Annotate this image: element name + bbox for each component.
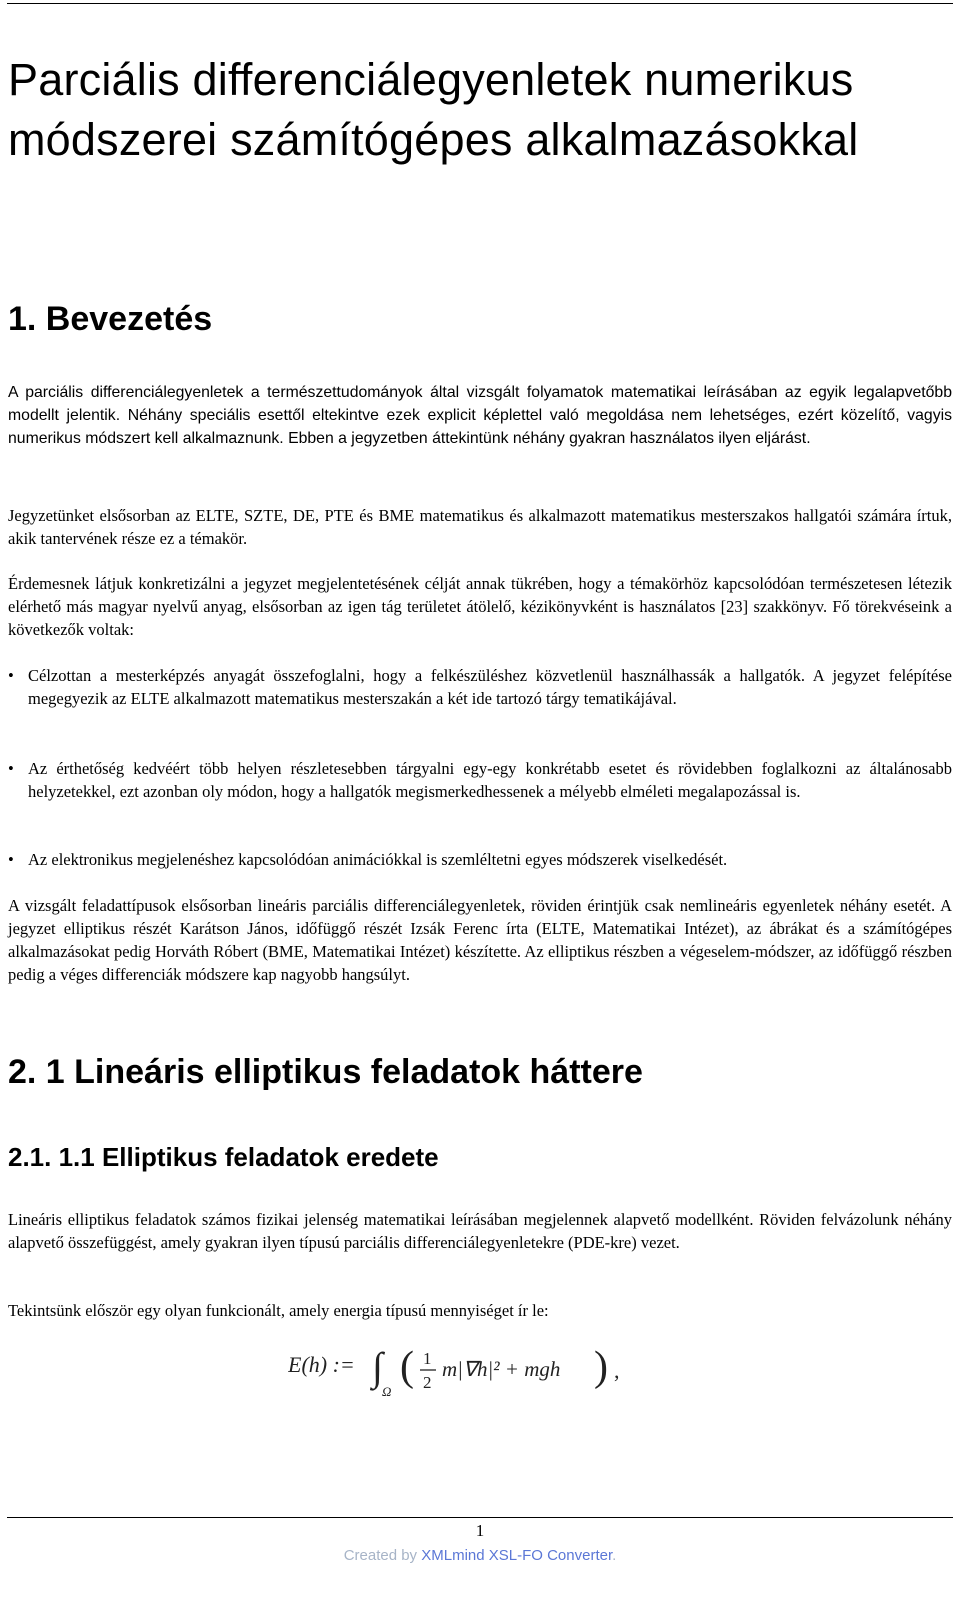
- goal-text: Az elektronikus megjelenéshez kapcsolódóan animációkkal is szemléltetni egyes módszerek viselkedését.: [28, 850, 728, 869]
- elliptic-paragraph-1: Lineáris elliptikus feladatok számos fizikai jelenség matematikai leírásában megjelennek alapvető modellként. Röviden felvázolunk néhány alapvető összefüggést, amely gyakran ilyen típusú parciális differenciálegyenletekre (PDE-kre) vezet.: [8, 1210, 952, 1252]
- integral-domain: Ω: [382, 1384, 392, 1399]
- footer-rule: [7, 1517, 953, 1518]
- intro-paragraph-4: A vizsgált feladattípusok elsősorban lineáris parciális differenciálegyenletek, röviden érintjük csak nemlineáris egyenletek néhány esetét. A jegyzet elliptikus részét Karátson János, időfüggő részét Izsák Ferenc írta (ELTE, Matematikai Intézet), az ábrákat és a számítógépes alkalmazásokat pedig Horváth Róbert (BME, Matematikai Intézet) készítette. Az elliptikus részben a végeselem-módszer, az időfüggő részben pedig a véges differenciák módszere kap nagyobb hangsúlyt.: [8, 896, 952, 984]
- intro-paragraph-3: Érdemesnek látjuk konkretizálni a jegyzet megjelentetésének célját annak tükrében, hogy a témakörhöz kapcsolódóan természetesen létezik elérhető más magyar nyelvű anyag, elsősorban az igen tág területet átölelő, kézikönyvként is használatos [23] szakkönyv. Fő törekvéseink a következők voltak:: [8, 574, 952, 639]
- equation-lhs: E(h) :=: [288, 1352, 355, 1377]
- subsection-heading-elliptic-origin: 2.1. 1.1 Elliptikus feladatok eredete: [8, 1142, 439, 1172]
- bullet-icon: •: [8, 759, 14, 778]
- goal-text: Célzottan a mesterképzés anyagát összefoglalni, hogy a felkészüléshez közvetlenül használhassák a hallgatók. A jegyzet felépítése megegyezik az ELTE alkalmazott matematikus mesterszakán a két ide tartozó tárgy tematikájával.: [28, 666, 952, 708]
- document-title: Parciális differenciálegyenletek numerikus módszerei számítógépes alkalmazásokkal: [8, 54, 859, 165]
- fraction-numerator: 1: [423, 1349, 432, 1368]
- right-paren: ): [594, 1344, 608, 1390]
- fraction-denominator: 2: [423, 1373, 432, 1392]
- footer-period: .: [612, 1547, 617, 1564]
- left-paren: (: [400, 1344, 414, 1390]
- footer-credit: [8, 1547, 952, 1564]
- intro-paragraph-1: A parciális differenciálegyenletek a természettudományok által vizsgált folyamatok matematikai leírásában az egyik legalapvetőbb modellt jelentik. Néhány speciális esettől eltekintve ezek explicit képlettel való megoldása nem lehetséges, ezért közelítő, vagyis numerikus módszert kell alkalmaznunk. Ebben a jegyzetben áttekintünk néhány gyakran használatos ilyen eljárást.: [8, 384, 952, 447]
- elliptic-paragraph-2: Tekintsünk először egy olyan funkcionált, amely energia típusú mennyiséget ír le:: [8, 1301, 549, 1320]
- goal-list-item: [8, 664, 952, 710]
- section-heading-introduction: 1. Bevezetés: [8, 300, 213, 338]
- intro-paragraph-2: Jegyzetünket elsősorban az ELTE, SZTE, DE, PTE és BME matematikus és alkalmazott matematikus mesterszakos hallgatói számára írtuk, akik tantervének része ez a témakör.: [8, 506, 952, 548]
- goal-list-item: [8, 848, 952, 871]
- top-rule: [7, 3, 953, 4]
- energy-functional-equation: [288, 1336, 648, 1400]
- section-heading-linear-elliptic: 2. 1 Lineáris elliptikus feladatok háttere: [8, 1053, 643, 1091]
- bullet-icon: •: [8, 850, 14, 869]
- equation-integrand: m|∇h|² + mgh: [442, 1357, 561, 1381]
- goal-list-item: [8, 757, 952, 803]
- page-number: 1: [475, 1521, 485, 1540]
- footer-created-by: Created by: [343, 1547, 418, 1564]
- goal-text: Az érthetőség kedvéért több helyen részletesebben tárgyalni egy-egy konkrétabb esetet és rövidebben foglalkozni az általánosabb helyzetekkel, ezt azonban oly módon, hogy a hallgatók megismerkedhessenek a mélyebb elméleti megalapozással is.: [28, 759, 952, 801]
- equation-comma: ,: [614, 1358, 620, 1383]
- converter-link[interactable]: XMLmind XSL-FO Converter: [421, 1547, 613, 1564]
- integral-symbol: ∫: [372, 1344, 383, 1389]
- bullet-icon: •: [8, 666, 14, 685]
